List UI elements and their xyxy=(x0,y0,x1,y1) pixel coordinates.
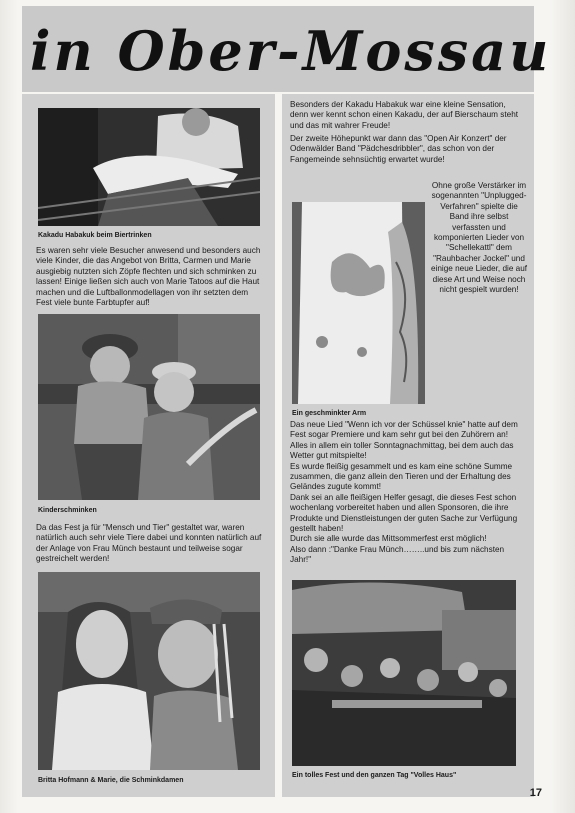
caption-arm: Ein geschminkter Arm xyxy=(292,410,367,417)
paragraph-schluss-3: Es wurde fleißig gesammelt und es kam eine schöne Summe zusammen, die ganz allein den Tieren und der Erhaltung des Geländes zugute kommt! xyxy=(290,461,513,492)
paragraph-band: Ohne große Verstärker im sogenannten "Unplugged-Verfahren" spielte die Band ihre selbst verfassten und komponierten Lieder von "Schellekattl" dem "Rauhbacher Jockel" und einige neue Lieder, die auf diese Art und Weise noch nicht gespielt wurden! xyxy=(430,181,528,295)
paragraph-schluss-1: Das neue Lied "Wenn ich vor der Schüssel knie" hatte auf dem Fest sogar Premiere und kam sehr gut bei den Zuhörern an! xyxy=(290,420,518,440)
paragraph-schluss-2: Alles in allem ein toller Sonntagnachmittag, bei dem auch das Wetter gut mitspielte! xyxy=(290,440,514,461)
caption-schminkdamen: Britta Hofmann & Marie, die Schminkdamen xyxy=(38,777,184,784)
paragraph-schluss-group xyxy=(290,420,524,566)
paragraph-kakadu: Besonders der Kakadu Habakuk war eine kleine Sensation, denn wer kennt schon einen Kakadu, der auf Bierschaum steht und das mit wahrer Freude! xyxy=(290,100,519,130)
photo-kinderschminken xyxy=(38,314,260,500)
page-number: 17 xyxy=(529,787,542,799)
caption-kinderschminken: Kinderschminken xyxy=(38,507,97,514)
paragraph-schluss-5: Durch sie alle wurde das Mittsommerfest erst möglich! xyxy=(290,534,487,544)
page-title: in Ober-Mossau xyxy=(30,19,552,83)
photo-schminkdamen xyxy=(38,572,260,770)
paragraph-besucher: Es waren sehr viele Besucher anwesend und besonders auch viele Kinder, die das Angebot von Britta, Carmen und Marie ausgiebig nutzten sich Zöpfe flechten und sich schminken zu lassen! Einige ließen sich auch von Marie Tatoos auf die Haut machen und die Luftballonmodellagen von ihr setzten dem Fest viele bunte Farbtupfer auf! xyxy=(36,246,261,308)
caption-volles-haus: Ein tolles Fest und den ganzen Tag "Volles Haus" xyxy=(292,772,457,779)
paragraph-schluss-4: Dank sei an alle fleißigen Helfer gesagt, die dieses Fest schon wochenlang vorbereitet haben und allen Sponsoren, die ihre Produkte und Dienstleistungen der guten Sache zur Verfügung gestellt haben! xyxy=(290,492,518,534)
paragraph-mensch-tier: Da das Fest ja für "Mensch und Tier" gestaltet war, waren natürlich auch sehr viele Tiere dabei und konnten natürlich auf der Anlage von Frau Münch bestaunt und teilweise sogar gestreichelt werden! xyxy=(36,523,262,564)
paragraph-schluss-6: Also dann :"Danke Frau Münch……..und bis zum nächsten Jahr!" xyxy=(290,544,505,565)
photo-kakadu xyxy=(38,108,260,226)
photo-geschminkter-arm xyxy=(292,202,425,404)
photo-volles-haus xyxy=(292,580,516,766)
caption-kakadu: Kakadu Habakuk beim Biertrinken xyxy=(38,232,152,239)
paragraph-konzert: Der zweite Höhepunkt war dann das "Open Air Konzert" der Odenwälder Band "Pädchesdribbler", das schon von der Fangemeinde sehnsüchtig erwartet wurde! xyxy=(290,134,507,164)
